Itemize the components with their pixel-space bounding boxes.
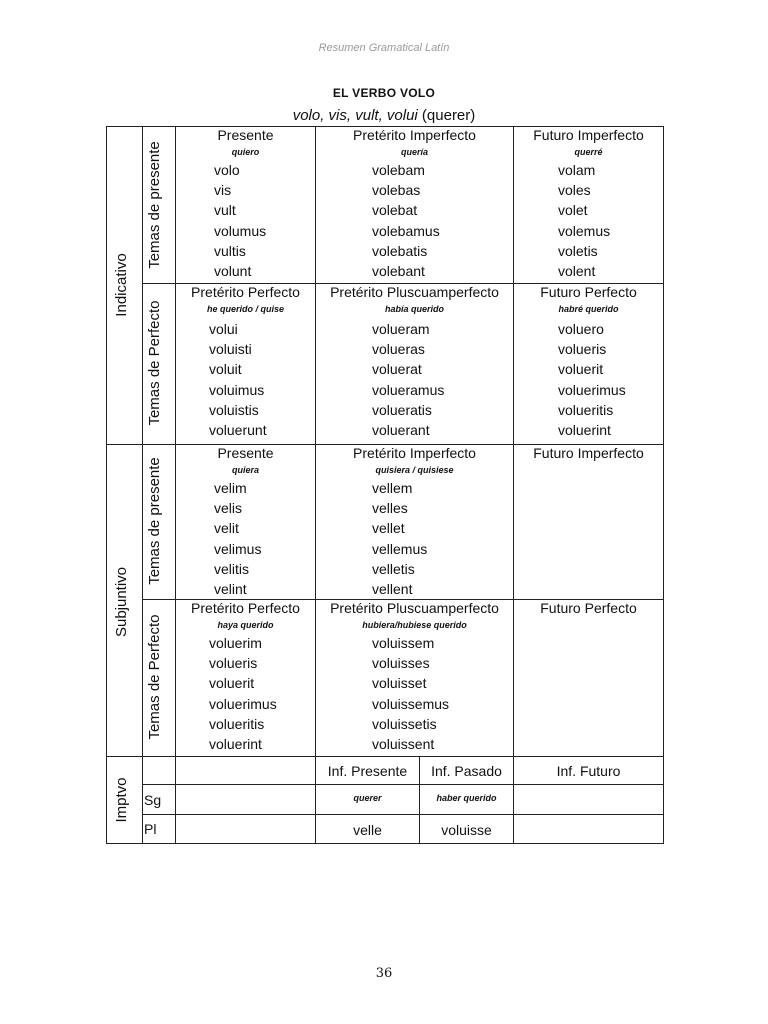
form: volebant: [372, 262, 425, 279]
form: voluistis: [209, 401, 259, 418]
form: velim: [214, 480, 247, 496]
forms-ind-futuro: [558, 160, 610, 281]
header-ind-futuro-perfecto: Futuro Perfecto: [540, 284, 637, 300]
header-inf-pasado: Inf. Pasado: [431, 763, 502, 779]
form: volet: [558, 202, 588, 219]
form: vellent: [372, 580, 413, 597]
stem-present-subjunctive: Temas de presente: [146, 457, 163, 585]
form: volebatis: [372, 242, 428, 259]
page-number: 36: [375, 966, 393, 981]
gloss-ind-futuro-perfecto: habré querido: [558, 304, 619, 314]
header-subj-futuro: Futuro Imperfecto: [533, 445, 644, 461]
form: voluerant: [372, 421, 430, 438]
gloss-subj-pluscuamperfecto: hubiera/hubiese querido: [362, 620, 467, 630]
gloss-inf-pasado: haber querido: [436, 793, 497, 803]
gloss-ind-perfecto: he querido / quise: [206, 304, 284, 314]
header-inf-futuro: Inf. Futuro: [556, 763, 621, 779]
header-subj-perfecto: Pretérito Perfecto: [191, 600, 300, 616]
stem-present-indicative: Temas de presente: [146, 141, 163, 269]
gloss-ind-futuro: querré: [574, 147, 603, 157]
form: volueris: [209, 655, 258, 672]
form: vellet: [372, 520, 405, 537]
label-singular: Sg: [144, 792, 162, 808]
form: volunt: [214, 262, 252, 279]
page-title: EL VERBO VOLO: [332, 86, 436, 100]
form: volo: [214, 162, 240, 178]
header-ind-imperfecto: Pretérito Imperfecto: [353, 127, 476, 143]
form: voluerunt: [209, 421, 267, 438]
forms-ind-pluscuamperfecto: [372, 319, 444, 440]
form: volemus: [558, 222, 611, 239]
form: vult: [214, 202, 236, 219]
form: voluerim: [209, 635, 262, 651]
principal-parts-text: volo, vis, vult, volui: [292, 107, 418, 124]
form: voluissemus: [372, 695, 450, 712]
form: voluisset: [372, 675, 427, 692]
form: volueritis: [558, 401, 614, 418]
forms-subj-pluscuamperfecto: [372, 633, 449, 754]
stem-perfect-indicative: Temas de Perfecto: [146, 300, 163, 426]
inf-presente-value: velle: [353, 822, 382, 838]
gloss-ind-pluscuamperfecto: había querido: [384, 304, 444, 314]
form: voluimus: [209, 381, 265, 398]
form: voluerint: [558, 421, 611, 438]
form: vellemus: [372, 540, 428, 557]
header-ind-perfecto: Pretérito Perfecto: [191, 284, 300, 300]
form: voles: [558, 182, 591, 199]
forms-ind-perfecto: [209, 319, 267, 440]
form: volueramus: [372, 381, 445, 398]
form: voluissent: [372, 735, 435, 752]
form: volebas: [372, 182, 421, 199]
verb-meaning: (querer): [417, 107, 476, 124]
gloss-subj-perfecto: haya querido: [217, 620, 274, 630]
header-ind-presente: Presente: [217, 127, 274, 143]
form: velles: [372, 500, 408, 517]
mood-indicative: Indicativo: [113, 253, 130, 317]
form: voluerit: [558, 361, 604, 378]
header-subj-pluscuamperfecto: Pretérito Pluscuamperfecto: [330, 600, 499, 616]
form: volumus: [214, 222, 267, 239]
running-header: Resumen Gramatical Latín: [318, 42, 450, 54]
form: volueritis: [209, 715, 265, 732]
form: volueratis: [372, 401, 432, 418]
gloss-inf-presente: querer: [353, 793, 382, 803]
forms-ind-imperfecto: [372, 160, 440, 281]
gloss-ind-imperfecto: quería: [400, 147, 428, 157]
header-ind-pluscuamperfecto: Pretérito Pluscuamperfecto: [330, 284, 499, 300]
header-ind-futuro: Futuro Imperfecto: [533, 127, 644, 143]
header-subj-presente: Presente: [217, 445, 274, 461]
header-subj-imperfecto: Pretérito Imperfecto: [353, 445, 476, 461]
verb-principal-parts: [0, 107, 768, 124]
form: voluerat: [372, 361, 422, 378]
form: voluerimus: [558, 381, 626, 398]
form: volebat: [372, 202, 418, 219]
form: velitis: [214, 560, 250, 577]
form: vellem: [372, 480, 413, 496]
form: velletis: [372, 560, 415, 577]
label-plural: Pl: [144, 821, 157, 837]
form: volebamus: [372, 222, 440, 239]
form: volueris: [558, 341, 607, 358]
header-subj-futuro-perfecto: Futuro Perfecto: [540, 600, 637, 616]
forms-subj-presente: [214, 478, 261, 599]
mood-subjunctive: Subjuntivo: [113, 566, 130, 638]
form: voluisti: [209, 341, 252, 358]
forms-subj-perfecto: [209, 633, 277, 754]
form: voluisses: [372, 655, 430, 672]
form: voluerimus: [209, 695, 277, 712]
form: volui: [209, 321, 238, 337]
form: vultis: [214, 242, 246, 259]
form: velimus: [214, 540, 262, 557]
form: velint: [214, 580, 247, 597]
form: volam: [558, 162, 596, 178]
form: velit: [214, 520, 239, 537]
gloss-subj-imperfecto: quisiera / quisiese: [375, 465, 454, 475]
form: voluissetis: [372, 715, 437, 732]
form: volebam: [372, 162, 425, 178]
form: vis: [214, 182, 232, 199]
form: voluit: [209, 361, 242, 378]
conjugation-table: [106, 126, 664, 844]
form: volueras: [372, 341, 425, 358]
header-inf-presente: Inf. Presente: [327, 763, 408, 779]
inf-pasado-value: voluisse: [441, 822, 492, 838]
form: volent: [558, 262, 596, 279]
forms-ind-futuro-perfecto: [558, 319, 626, 440]
form: voluerint: [209, 735, 262, 752]
form: voluissem: [372, 635, 435, 651]
form: volueram: [372, 321, 430, 337]
form: velis: [214, 500, 243, 517]
gloss-subj-presente: quiera: [231, 465, 259, 475]
forms-ind-presente: [214, 160, 266, 281]
mood-imperative: Imptvo: [113, 777, 130, 823]
gloss-ind-presente: quiero: [231, 147, 260, 157]
stem-perfect-subjunctive: Temas de Perfecto: [146, 614, 163, 740]
forms-subj-imperfecto: [372, 478, 427, 599]
form: voluerit: [209, 675, 255, 692]
form: voluero: [558, 321, 604, 337]
form: voletis: [558, 242, 598, 259]
